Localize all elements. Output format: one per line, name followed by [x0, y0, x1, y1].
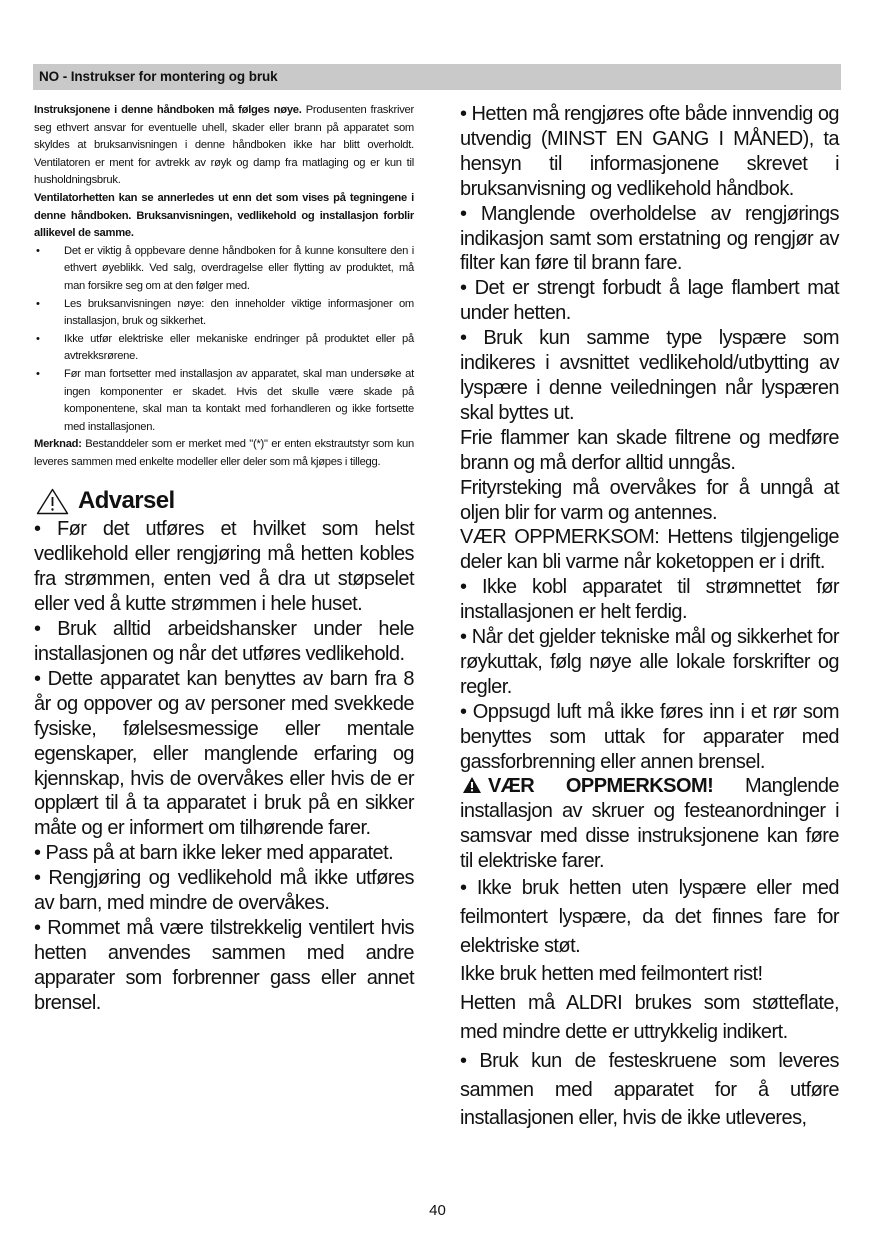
note-paragraph — [34, 436, 414, 471]
section-header-bar — [33, 64, 841, 90]
attention-paragraph — [460, 774, 839, 874]
warning-paragraph: VÆR OPPMERKSOM: Hettens tilgjengelige deler kan bli varme når koketoppen er i drift. — [460, 526, 839, 574]
bullet-icon: • — [36, 367, 40, 380]
warning-paragraph: • Bruk kun samme type lyspære som indikeres i avsnittet vedlikehold/utbytting av lyspære i denne veiledningen når lyspæren skal byttes ut. — [460, 327, 839, 424]
warning-paragraph: • Bruk kun de festeskruene som leveres sammen med apparatet for å utføre installasjonen eller, hvis de ikke utleveres, — [460, 1049, 839, 1130]
warning-paragraph: • Pass på at barn ikke leker med apparatet. — [34, 842, 394, 865]
warning-triangle-icon — [36, 488, 69, 515]
note-label: Merknad: — [34, 438, 82, 451]
right-column — [460, 102, 839, 1133]
warning-paragraph: • Rommet må være tilstrekkelig ventilert hvis hetten anvendes sammen med andre apparater som forbrenner gass eller annet brensel. — [34, 916, 414, 1014]
warning-paragraph: • Bruk alltid arbeidshansker under hele installasjonen og når det utføres vedlikehold. — [34, 618, 414, 665]
warning-paragraph: Hetten må ALDRI brukes som støtteflate, med mindre dette er uttrykkelig indikert. — [460, 992, 839, 1044]
warning-paragraph: • Hetten må rengjøres ofte både innvendig og utvendig (MINST EN GANG I MÅNED), ta hensyn til informasjonene skrevet i bruksanvisning og vedlikehold håndbok. — [460, 103, 839, 200]
page-number: 40 — [429, 1202, 446, 1219]
list-item: • Det er viktig å oppbevare denne håndboken for å kunne konsultere den i ethvert øyeblikk. Ved salg, overdragelse eller flytting av produktet, må man forsikre seg om at den følger med. — [36, 244, 414, 292]
warning-paragraph: Frie flammer kan skade filtrene og medføre brann og må derfor alltid unngås. — [460, 426, 839, 474]
warning-paragraph: • Det er strengt forbudt å lage flambert mat under hetten. — [460, 277, 839, 325]
list-item: • Før man fortsetter med installasjon av apparatet, skal man undersøke at ingen komponenter er skadet. Hvis det skulle være skade på komponentene, skal man ta kontakt med forhandleren og ikke fortsette med installasjonen. — [36, 367, 414, 433]
left-column — [34, 102, 414, 1016]
warning-paragraph: • Før det utføres et hvilket som helst vedlikehold eller rengjøring må hetten kobles fra strømmen, enten ved å dra ut støpselet eller ved å kutte strømmen i hele huset. — [34, 518, 414, 616]
note-text: Bestanddeler som er merket med "(*)" er enten ekstrautstyr som kun leveres sammen med enkelte modeller eller deler som må kjøpes i tillegg. — [34, 438, 414, 468]
warning-paragraph: • Ikke bruk hetten uten lyspære eller med feilmontert lyspære, da det finnes fare for elektriske støt. — [460, 877, 839, 957]
attention-label: VÆR OPPMERKSOM! — [488, 775, 714, 798]
intro-paragraph-2: Ventilatorhetten kan se annerledes ut enn det som vises på tegningene i denne håndboken. Bruksanvisningen, vedlikehold og installasjon forblir allikevel de samme. — [34, 191, 414, 240]
bullet-icon: • — [36, 297, 40, 310]
bullet-icon: • — [36, 244, 40, 257]
intro-section — [34, 102, 414, 471]
attention-text: Manglende installasjon av skruer og festeanordninger i samsvar med disse instruksjonene kan føre til elektriske farer. — [460, 775, 839, 873]
warning-paragraph: • Manglende overholdelse av rengjørings indikasjon samt som erstatning og rengjør av filter kan føre til brann fare. — [460, 202, 839, 275]
warning-paragraph: • Rengjøring og vedlikehold må ikke utføres av barn, med mindre de overvåkes. — [34, 867, 414, 915]
warning-title: Advarsel — [78, 487, 175, 515]
intro-body: Produsenten fraskriver seg ethvert ansvar for eventuelle uhell, skader eller brann på apparatet som skyldes at bruksanvisningen i denne håndboken ikke har blitt overholdt. Ventilatoren er ment for avtrekk av røyk og damp fra matlaging og er kun til husholdningsbruk. — [34, 104, 414, 187]
intro-lead: Instruksjonene i denne håndboken må følges nøye. — [34, 104, 302, 116]
warning-paragraph: Frityrsteking må overvåkes for å unngå at oljen blir for varm og antennes. — [460, 476, 839, 524]
warning-left-text — [34, 517, 414, 1015]
section-title: NO - Instrukser for montering og bruk — [39, 69, 278, 84]
warning-heading — [34, 485, 414, 517]
warning-paragraph: Ikke bruk hetten med feilmontert rist! — [460, 963, 763, 986]
warning-paragraph: • Oppsugd luft må ikke føres inn i et rør som benyttes som uttak for apparater med gassforbrenning eller annen brensel. — [460, 700, 839, 773]
filled-warning-triangle-icon — [462, 776, 482, 794]
list-item: • Ikke utfør elektriske eller mekaniske endringer på produktet eller på avtrekksrørene. — [36, 332, 414, 363]
bullet-icon: • — [36, 332, 40, 345]
warning-paragraph: • Dette apparatet kan benyttes av barn fra 8 år og oppover og av personer med svekkede fysiske, følelsesmessige eller mentale egenskaper, eller manglende erfaring og kjennskap, hvis de overvåkes eller hvis de er opplært til å ta apparatet i bruk på en sikker måte og er informert om tilhørende farer. — [34, 667, 414, 840]
intro-bullet-list — [34, 243, 414, 437]
list-item: • Les bruksanvisningen nøye: den inneholder viktige informasjoner om installasjon, bruk og sikkerhet. — [36, 297, 414, 328]
intro-paragraph-1 — [34, 102, 414, 190]
warning-paragraph: • Ikke kobl apparatet til strømnettet før installasjonen er helt ferdig. — [460, 576, 839, 624]
warning-paragraph: • Når det gjelder tekniske mål og sikkerhet for røykuttak, følg nøye alle lokale forskrifter og regler. — [460, 626, 839, 698]
warning-right-text — [460, 102, 839, 1133]
